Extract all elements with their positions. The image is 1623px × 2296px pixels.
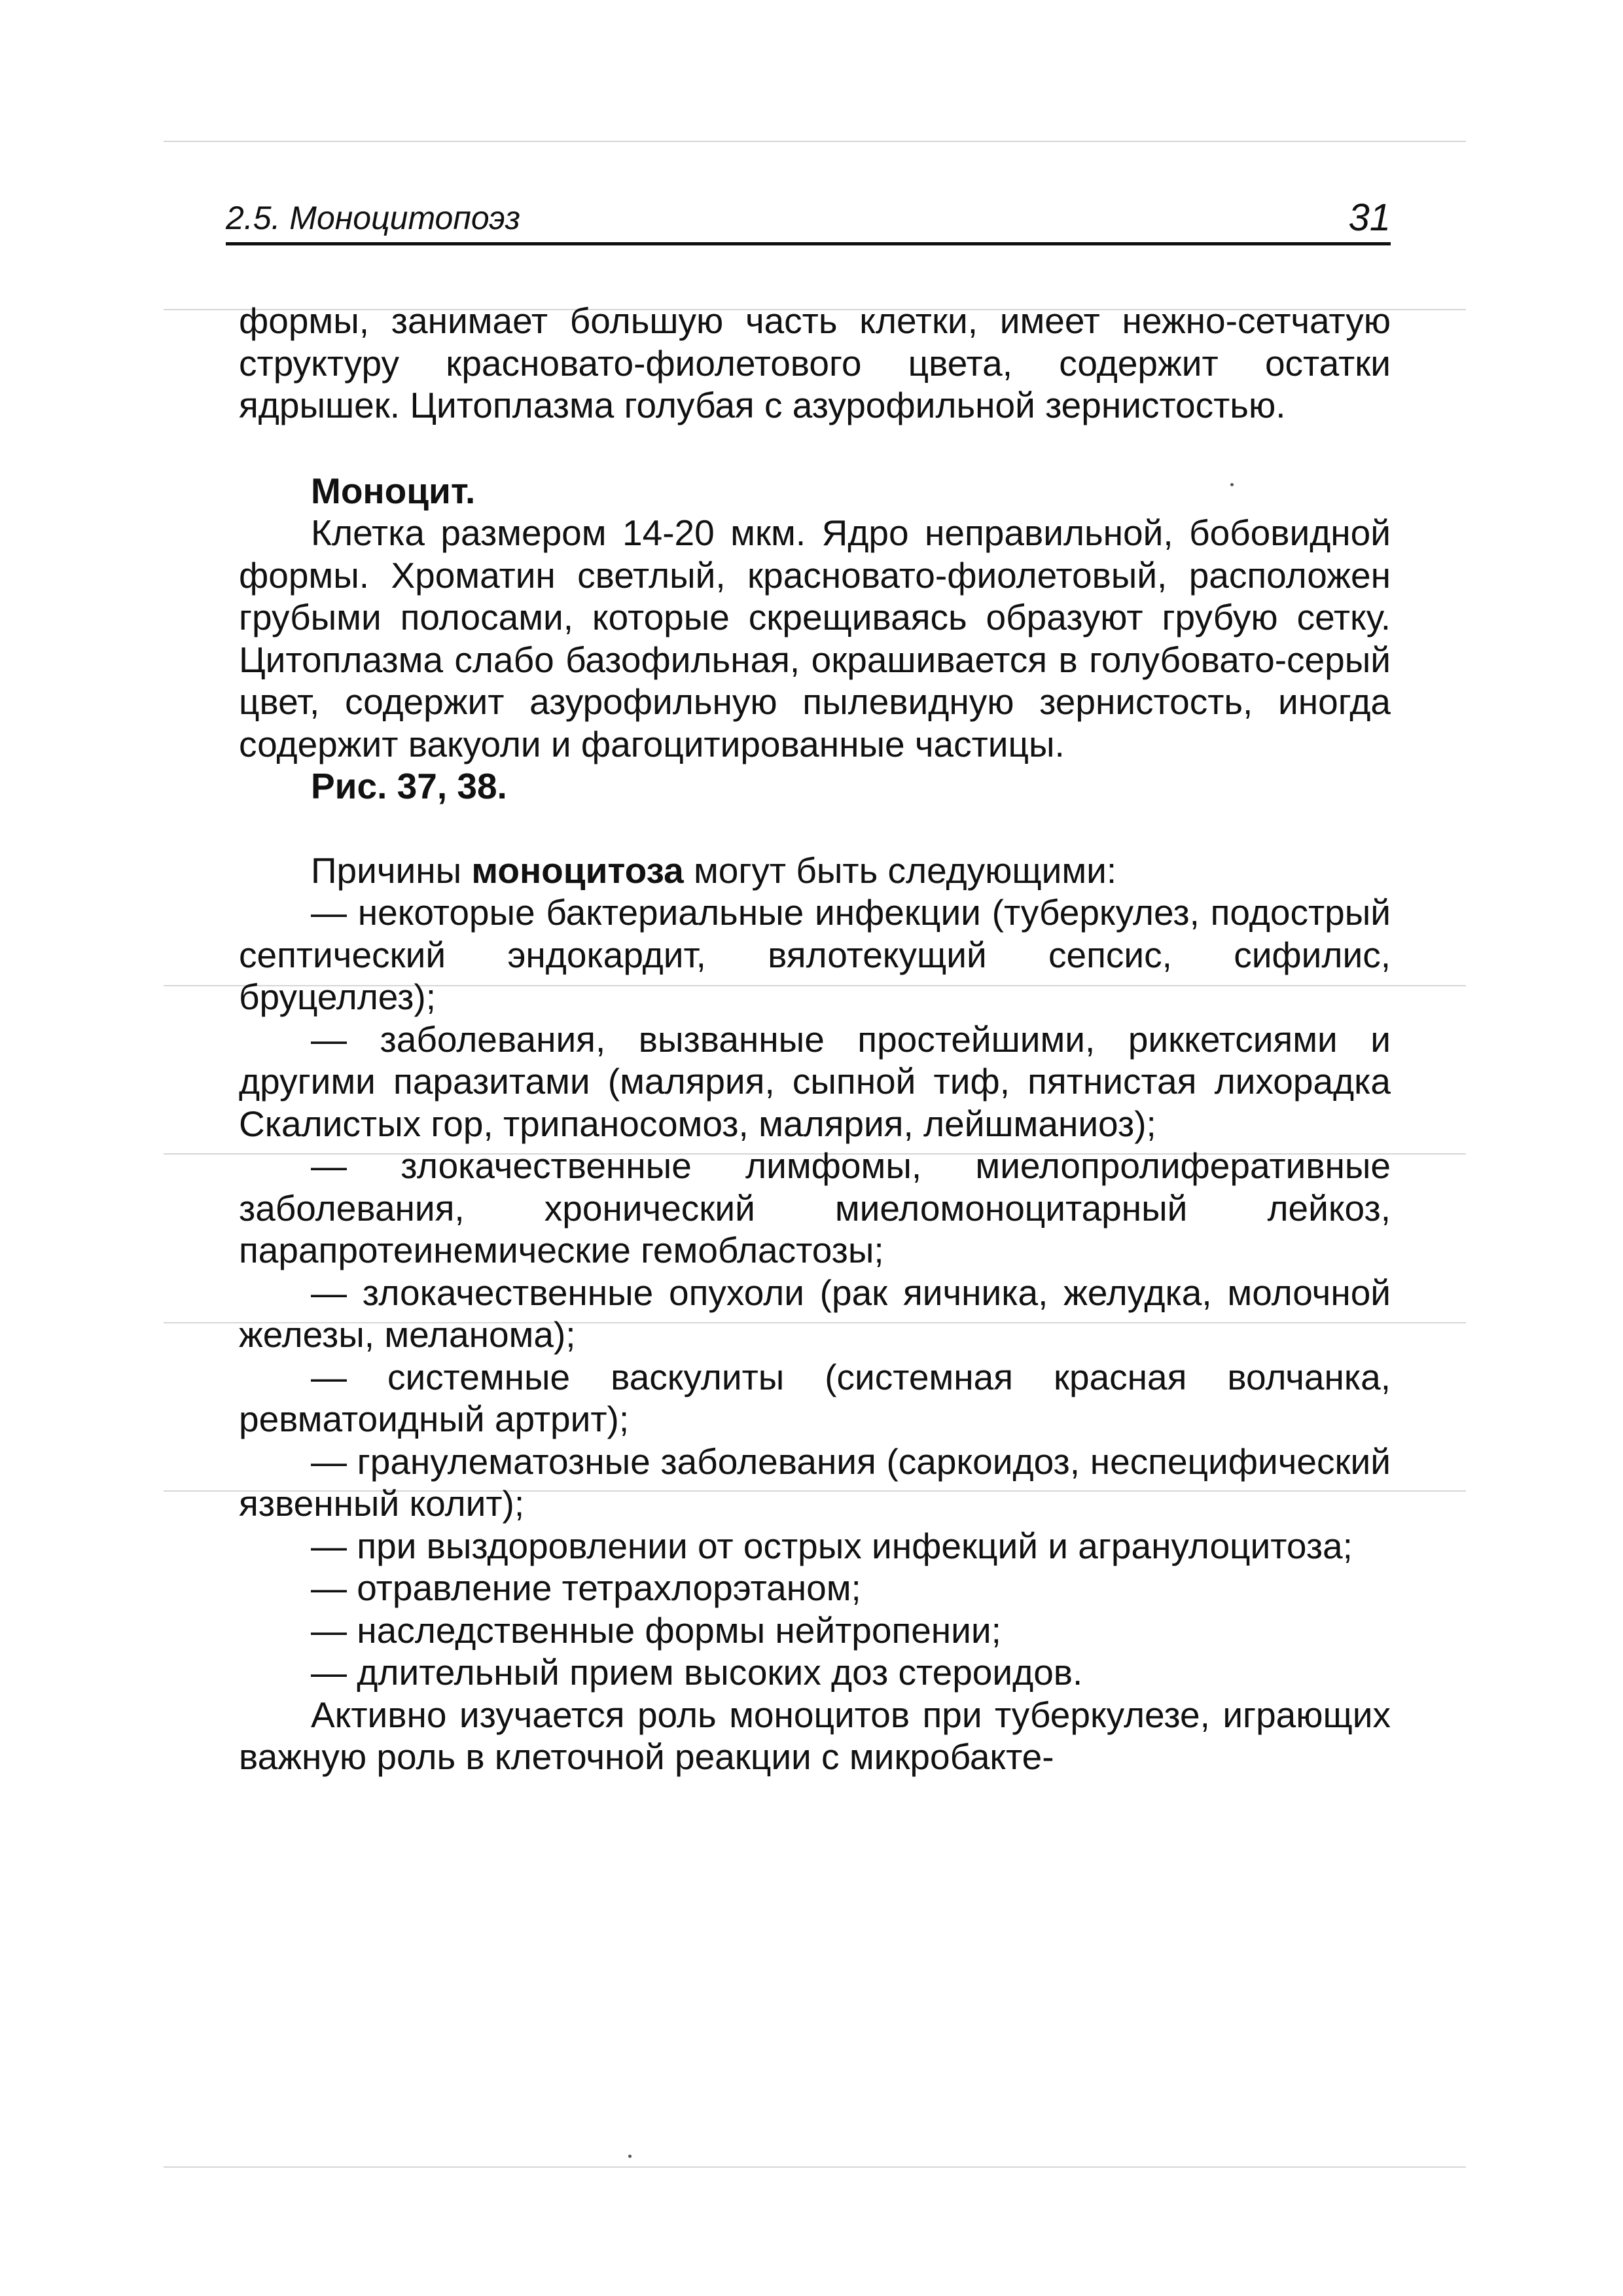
cause-item: — при выздоровлении от острых инфекций и агранулоцитоза;	[311, 1525, 1353, 1566]
running-header	[226, 190, 1391, 245]
causes-intro-text: Причины	[311, 850, 472, 891]
section-title: 2.5. Моноцитопоэз	[226, 200, 520, 236]
monocyte-heading: Моноцит.	[311, 470, 476, 511]
monocytosis-term: моноцитоза	[471, 850, 684, 891]
intro-paragraph: формы, занимает большую часть клетки, имеет нежно-сетчатую структуру красновато-фиолетового цвета, содержит остатки ядрышек. Цитоплазма голубая с азурофильной зернистостью.	[239, 300, 1391, 425]
page-body	[239, 300, 1391, 1778]
closing-paragraph: Активно изучается роль моноцитов при туберкулезе, играющих важную роль в клеточной реакции с микробакте-	[239, 1694, 1391, 1777]
cause-item: — наследственные формы нейтропении;	[311, 1609, 1001, 1651]
scan-speck	[628, 2155, 632, 2158]
cause-item: — злокачественные опухоли (рак яичника, желудка, молочной железы, меланома);	[239, 1272, 1391, 1355]
page-number: 31	[1348, 196, 1391, 239]
figure-reference: Рис. 37, 38.	[311, 766, 507, 806]
cause-item: — системные васкулиты (системная красная волчанка, ревматоидный артрит);	[239, 1356, 1391, 1439]
monocyte-description: Клетка размером 14-20 мкм. Ядро неправильной, бобовидной формы. Хроматин светлый, красновато-фиолетовый, расположен грубыми полосами, которые скрещиваясь образуют грубую сетку. Цитоплазма слабо базофильная, окрашивается в голубовато-серый цвет, содержит азурофильную пылевидную зернистость, иногда содержит вакуоли и фагоцитированные частицы.	[239, 512, 1391, 764]
causes-intro	[239, 850, 1391, 892]
cause-item: — гранулематозные заболевания (саркоидоз, неспецифический язвенный колит);	[239, 1441, 1391, 1524]
scan-line-bottom	[164, 2166, 1466, 2168]
scan-line-top	[164, 141, 1466, 142]
cause-item: — длительный прием высоких доз стероидов.	[311, 1652, 1083, 1693]
cause-item: — заболевания, вызванные простейшими, риккетсиями и другими паразитами (малярия, сыпной тиф, пятнистая лихорадка Скалистых гор, трипаносомоз, малярия, лейшманиоз);	[239, 1018, 1391, 1144]
causes-intro-text-end: могут быть следующими:	[683, 850, 1117, 891]
cause-item: — некоторые бактериальные инфекции (туберкулез, подострый септический эндокардит, вялотекущий сепсис, сифилис, бруцеллез);	[239, 892, 1391, 1017]
cause-item: — злокачественные лимфомы, миелопролиферативные заболевания, хронический миеломоноцитарный лейкоз, парапротеинемические гемобластозы;	[239, 1145, 1391, 1270]
cause-item: — отравление тетрахлорэтаном;	[311, 1568, 861, 1608]
